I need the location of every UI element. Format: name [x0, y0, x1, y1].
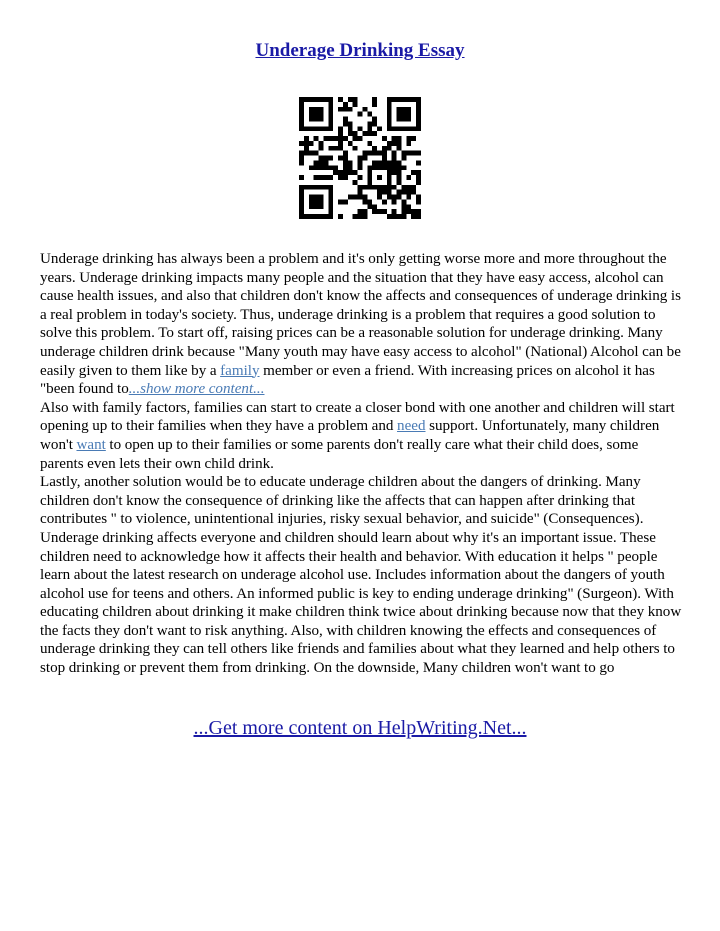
paragraph-2: Also with family factors, families can start to create a closer bond with one another and children will start opening up to their families when they have a problem and need support. Unfortunately, many children won't want to open up to their families or some parents don't really care what their child does, some parents even lets their own child drink.: [40, 399, 675, 472]
qr-code-icon: [299, 97, 421, 219]
get-more-content-link[interactable]: ...Get more content on HelpWriting.Net...: [193, 717, 527, 739]
paragraph-1: Underage drinking has always been a problem and it's only getting worse more and more throughout the years. Underage drinking impacts many people and the situation that they have easy access, alcohol can cause health issues, and also that children don't know the affects and consequences of underage drinking is a real problem in today's society. Thus, underage drinking is a problem that requires a good solution to solve this problem. To start off, raising prices can be a reasonable solution for underage drinking. Many underage children drink because "Many youth may have easy access to alcohol" (National) Alcohol can be easily given to them like by a family member or even a friend. With increasing prices on alcohol it has "been found to...show more content...: [40, 251, 681, 398]
keyword-link-need[interactable]: need: [397, 418, 426, 435]
show-more-content-link[interactable]: ...show more content...: [128, 381, 265, 398]
footer: [0, 717, 720, 740]
paragraph-3: Lastly, another solution would be to educate underage children about the dangers of drinking. Many children don't know the consequence of drinking like the affects that can happen after drinking that contributes " to violence, unintentional injuries, risky sexual behavior, and suicide" (Consequences). Underage drinking affects everyone and children should learn about why it's an important issue. These children need to acknowledge how it affects their health and behavior. With education it helps " people learn about the latest research on underage alcohol use. Includes information about the dangers of youth alcohol use for teens and others. An informed public is key to ending underage drinking" (Surgeon). With educating children about drinking it make children think twice about drinking because now that they know the facts they don't want to risk anything. Also, with children knowing the effects and consequences of underage drinking they can tell others like friends and families about what they learned and help others to stop drinking or prevent them from drinking. On the downside, Many children won't want to go: [40, 474, 682, 677]
keyword-link-family[interactable]: family: [220, 362, 260, 379]
keyword-link-want[interactable]: want: [76, 436, 106, 453]
essay-title: [0, 40, 720, 62]
essay-title-link[interactable]: Underage Drinking Essay: [255, 40, 465, 61]
essay-body: [40, 250, 685, 678]
